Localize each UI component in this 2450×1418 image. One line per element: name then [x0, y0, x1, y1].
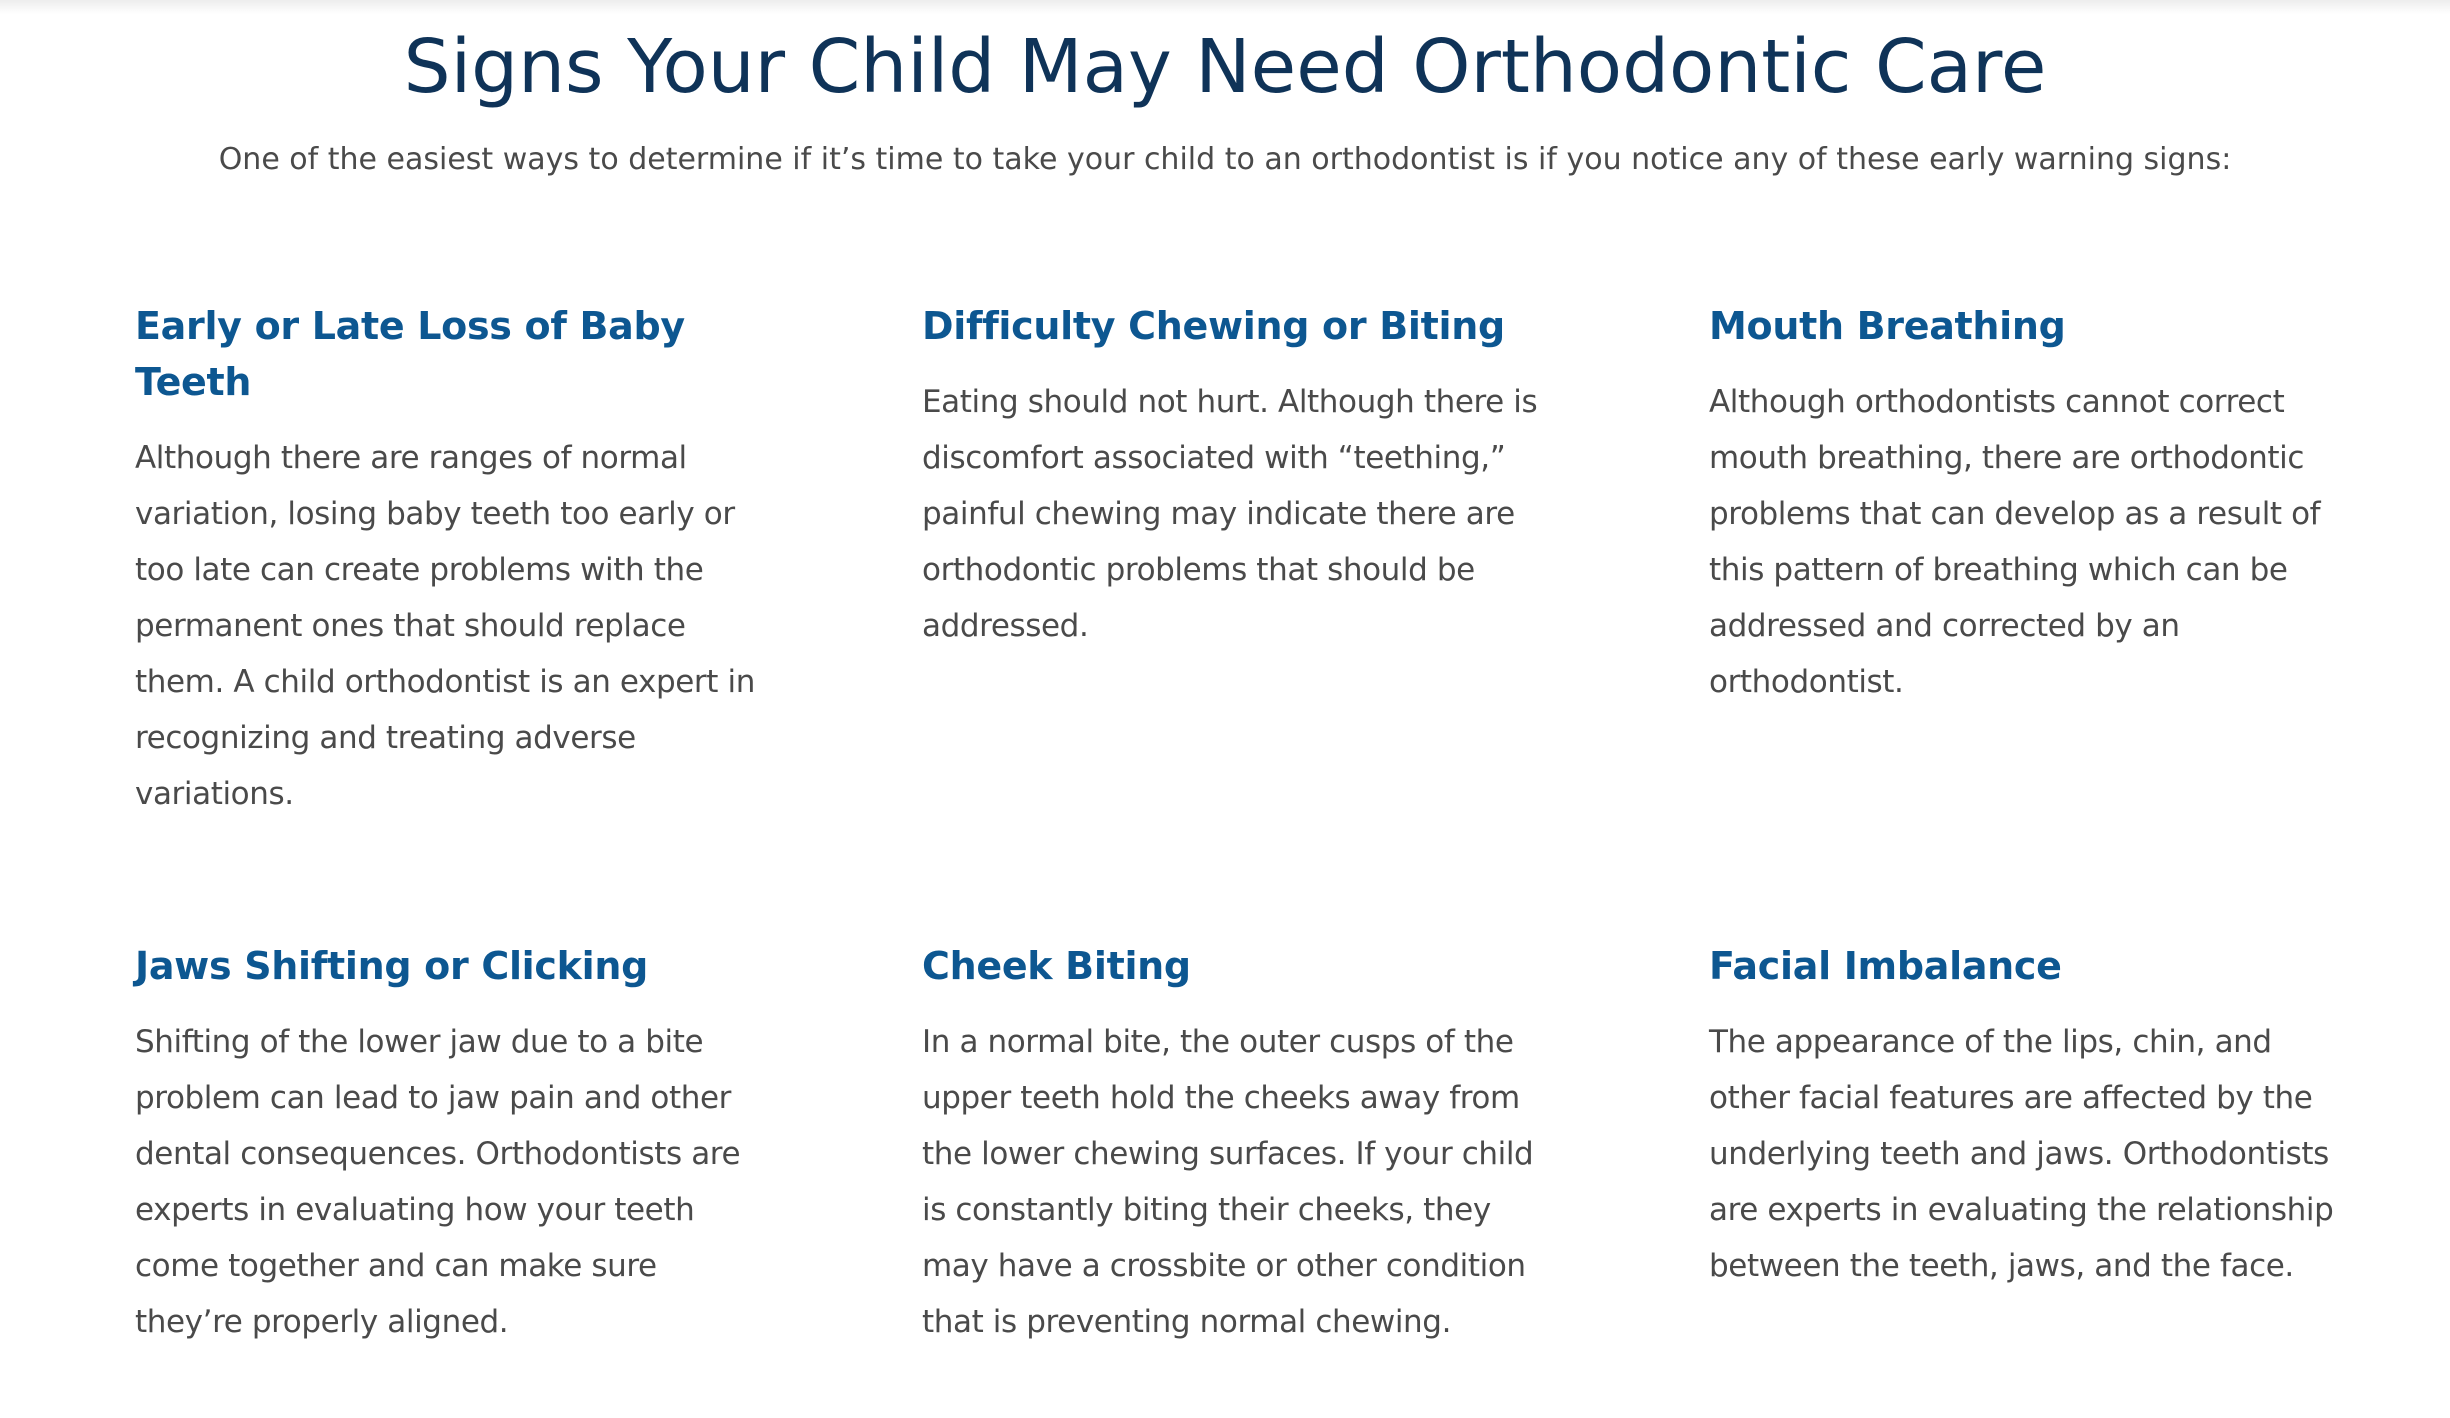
- sign-card-facial-imbalance: [1709, 938, 2335, 1408]
- sign-title: Early or Late Loss of Baby Teeth: [135, 304, 685, 404]
- sign-title: Mouth Breathing: [1709, 304, 2066, 348]
- header-shadow: [0, 0, 2450, 14]
- sign-description: Although orthodontists cannot correct mouth breathing, there are orthodontic problems that can develop as a result of this pattern of breathing which can be addressed and corrected by an orthodontist.: [1709, 384, 2321, 700]
- sign-description: The appearance of the lips, chin, and other facial features are affected by the underlying teeth and jaws. Orthodontists are experts in evaluating the relationship between the teeth, jaws, and the face.: [1709, 1024, 2334, 1284]
- sign-description: Although there are ranges of normal variation, losing baby teeth too early or too late can create problems with the permanent ones that should replace them. A child orthodontist is an expert in recognizing and treating adverse variations.: [135, 440, 755, 812]
- sign-title: Cheek Biting: [922, 944, 1191, 988]
- sign-card-difficulty-chewing: [922, 298, 1548, 938]
- intro-text: One of the easiest ways to determine if it’s time to take your child to an orthodontist is if you notice any of these early warning signs:: [218, 142, 2232, 177]
- sign-card-jaws-shifting: [135, 938, 761, 1408]
- sign-card-mouth-breathing: [1709, 298, 2335, 938]
- sign-title: Facial Imbalance: [1709, 944, 2062, 988]
- sign-title: Jaws Shifting or Clicking: [135, 944, 648, 988]
- page-title: Signs Your Child May Need Orthodontic Care: [403, 24, 2047, 110]
- signs-grid: [135, 298, 2335, 1408]
- sign-description: Eating should not hurt. Although there is discomfort associated with “teething,” painful chewing may indicate there are orthodontic problems that should be addressed.: [922, 384, 1538, 644]
- sign-description: Shifting of the lower jaw due to a bite problem can lead to jaw pain and other dental consequences. Orthodontists are experts in evaluating how your teeth come together and can make sure they’re properly aligned.: [135, 1024, 741, 1340]
- sign-description: In a normal bite, the outer cusps of the upper teeth hold the cheeks away from the lower chewing surfaces. If your child is constantly biting their cheeks, they may have a crossbite or other condition that is preventing normal chewing.: [922, 1024, 1534, 1340]
- sign-card-early-late-loss: [135, 298, 761, 938]
- sign-card-cheek-biting: [922, 938, 1548, 1408]
- sign-title: Difficulty Chewing or Biting: [922, 304, 1505, 348]
